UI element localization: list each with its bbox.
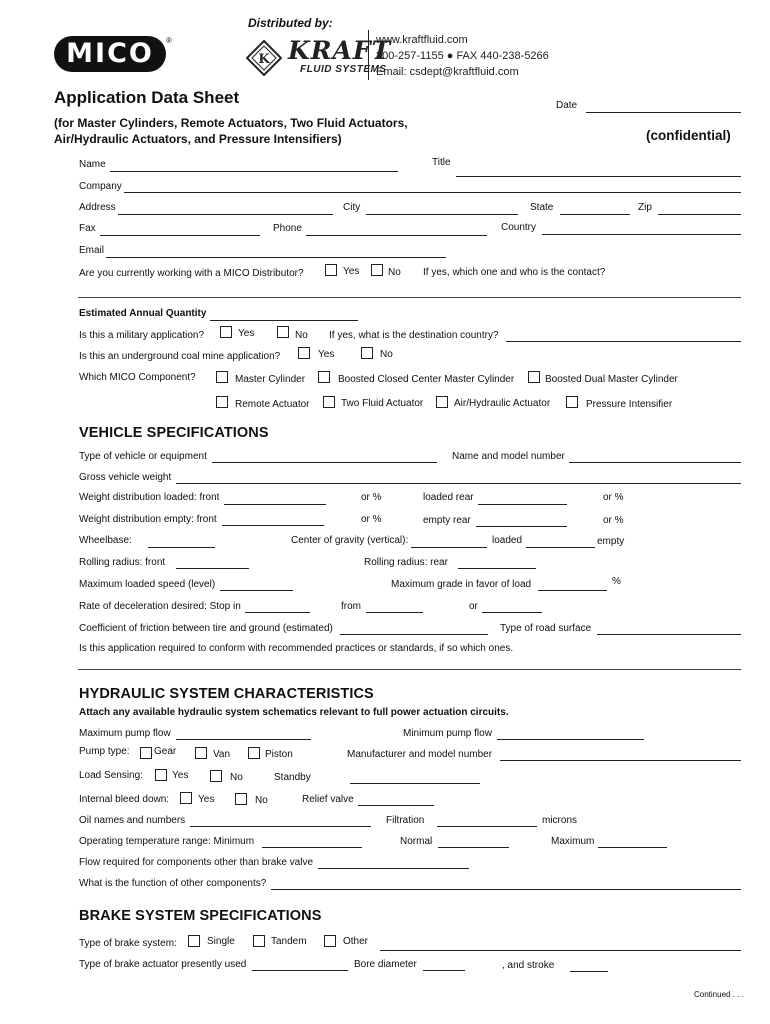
brake-tandem-checkbox[interactable] [253,935,265,947]
address-label: Address [79,202,116,213]
annual-quantity-label: Estimated Annual Quantity [79,308,207,319]
brake-actuator-field[interactable] [252,970,348,971]
title-field[interactable] [456,176,741,177]
stroke-label: , and stroke [502,960,555,971]
brake-section-heading: BRAKE SYSTEM SPECIFICATIONS [79,908,322,924]
load-sensing-no-label: No [230,772,243,783]
manufacturer-field[interactable] [500,760,741,761]
gvw-label: Gross vehicle weight [79,472,172,483]
subtitle-line-2: Air/Hydraulic Actuators, and Pressure Intensifiers) [54,132,342,146]
max-speed-label: Maximum loaded speed (level) [79,579,216,590]
load-sensing-yes-checkbox[interactable] [155,769,167,781]
road-surface-label: Type of road surface [500,623,592,634]
zip-field[interactable] [658,214,741,215]
wheelbase-label: Wheelbase: [79,535,132,546]
company-field[interactable] [124,192,741,193]
rolling-front-label: Rolling radius: front [79,557,166,568]
op-temp-label: Operating temperature range: Minimum [79,836,255,847]
mico-logo: MICO [54,36,166,72]
email-label: Email [79,245,105,256]
date-label: Date [556,100,578,111]
standby-label: Standby [274,772,311,783]
bore-diameter-label: Bore diameter [354,959,417,970]
wd-loaded-or-pct: or % [361,492,382,503]
decel-from-field[interactable] [366,612,423,613]
email-field[interactable] [106,257,446,258]
name-field[interactable] [110,171,398,172]
max-speed-field[interactable] [220,590,293,591]
kraft-logo: KRAFT [288,36,392,65]
master-cylinder-label: Master Cylinder [235,374,306,385]
cog-loaded-label: loaded [492,535,523,546]
coal-mine-question: Is this an underground coal mine application? [79,351,281,362]
stroke-field[interactable] [570,971,608,972]
address-field[interactable] [118,214,333,215]
brake-other-field[interactable] [380,950,741,951]
friction-label: Coefficient of friction between tire and ground (estimated) [79,623,333,634]
distributor-yes-label: Yes [343,266,360,277]
bleed-no-label: No [255,795,268,806]
distributor-followup-field[interactable] [78,297,741,298]
brake-other-checkbox[interactable] [324,935,336,947]
phone-label: Phone [273,223,302,234]
distributor-followup-question: If yes, which one and who is the contact? [423,267,606,278]
confidential-label: (confidential) [646,128,731,143]
rolling-front-field[interactable] [176,568,249,569]
page-title: Application Data Sheet [54,88,240,107]
brake-single-label: Single [207,936,235,947]
empty-rear-label: empty rear [423,515,471,526]
vehicle-model-field[interactable] [569,462,741,463]
cog-loaded-field[interactable] [526,547,595,548]
coal-no-label: No [380,349,393,360]
military-no-label: No [295,330,308,341]
op-temp-normal-field[interactable] [438,847,509,848]
vehicle-model-label: Name and model number [452,451,565,462]
contact-email[interactable]: Email: csdept@kraftfluid.com [376,66,519,78]
conform-field[interactable] [78,669,741,670]
company-label: Company [79,181,122,192]
continued-footer: Continued . . . [694,990,744,999]
country-field[interactable] [542,234,741,235]
destination-question: If yes, what is the destination country? [329,330,499,341]
min-pump-flow-label: Minimum pump flow [403,728,492,739]
coal-no-checkbox[interactable] [361,347,373,359]
subtitle-line-1: (for Master Cylinders, Remote Actuators, Two Fluid Actuators, [54,116,408,130]
relief-valve-label: Relief valve [302,794,354,805]
load-sensing-no-checkbox[interactable] [210,770,222,782]
conform-question: Is this application required to conform with recommended practices or standards, if so which ones. [79,643,514,654]
destination-field[interactable] [506,341,741,342]
fax-field[interactable] [100,235,260,236]
op-temp-max-label: Maximum [551,836,595,847]
military-no-checkbox[interactable] [277,326,289,338]
distributor-yes-checkbox[interactable] [325,264,337,276]
bore-diameter-field[interactable] [423,970,465,971]
header-divider [368,30,369,80]
manufacturer-label: Manufacturer and model number [347,749,493,760]
brake-single-checkbox[interactable] [188,935,200,947]
decel-label: Rate of deceleration desired: Stop in [79,601,241,612]
brake-tandem-label: Tandem [271,936,307,947]
two-fluid-actuator-checkbox[interactable] [323,396,335,408]
filtration-field[interactable] [437,826,537,827]
road-surface-field[interactable] [597,634,741,635]
decel-from-label: from [341,601,361,612]
wd-loaded-front-field[interactable] [224,504,326,505]
distributor-question: Are you currently working with a MICO Distributor? [79,268,304,279]
kraft-logo-subtitle: FLUID SYSTEMS [300,64,387,75]
function-other-label: What is the function of other components? [79,878,267,889]
brake-type-label: Type of brake system: [79,938,177,949]
standby-field[interactable] [350,783,480,784]
boosted-dual-label: Boosted Dual Master Cylinder [545,374,678,385]
distributor-no-checkbox[interactable] [371,264,383,276]
boosted-closed-center-checkbox[interactable] [318,371,330,383]
oil-names-field[interactable] [190,826,371,827]
state-field[interactable] [560,214,630,215]
vehicle-section-heading: VEHICLE SPECIFICATIONS [79,425,269,441]
cog-label: Center of gravity (vertical): [291,535,409,546]
rolling-rear-label: Rolling radius: rear [364,557,448,568]
annual-quantity-field[interactable] [210,320,358,321]
distributed-by-label: Distributed by: [248,16,333,30]
boosted-dual-checkbox[interactable] [528,371,540,383]
date-field[interactable] [586,112,741,113]
decel-or-field[interactable] [482,612,542,613]
empty-rear-field[interactable] [476,526,567,527]
hydraulic-attach-note: Attach any available hydraulic system schematics relevant to full power actuation circuits. [79,707,509,718]
pump-van-checkbox[interactable] [195,747,207,759]
relief-valve-field[interactable] [358,805,434,806]
pump-piston-checkbox[interactable] [248,747,260,759]
state-label: State [530,202,554,213]
contact-phone-fax: 800-257-1155 ● FAX 440-238-5266 [376,50,549,62]
hydraulic-section-heading: HYDRAULIC SYSTEM CHARACTERISTICS [79,686,374,702]
phone-field[interactable] [306,235,487,236]
flow-other-label: Flow required for components other than brake valve [79,857,314,868]
air-hydraulic-actuator-checkbox[interactable] [436,396,448,408]
oil-names-label: Oil names and numbers [79,815,186,826]
military-question: Is this a military application? [79,330,205,341]
pump-type-label: Pump type: [79,746,130,757]
title-label: Title [432,157,451,168]
min-pump-flow-field[interactable] [497,739,644,740]
loaded-rear-label: loaded rear [423,492,474,503]
wd-empty-or-pct: or % [361,514,382,525]
pressure-intensifier-label: Pressure Intensifier [586,399,673,410]
kraft-diamond-icon [246,40,282,76]
bleed-yes-checkbox[interactable] [180,792,192,804]
city-field[interactable] [366,214,518,215]
two-fluid-actuator-label: Two Fluid Actuator [341,398,424,409]
friction-field[interactable] [340,634,488,635]
component-question: Which MICO Component? [79,372,196,383]
max-grade-pct: % [612,576,621,587]
registered-mark: ® [166,36,172,45]
cog-empty-label: empty [597,536,625,547]
remote-actuator-checkbox[interactable] [216,396,228,408]
max-pump-flow-label: Maximum pump flow [79,728,171,739]
decel-stop-field[interactable] [245,612,310,613]
distributor-no-label: No [388,267,401,278]
boosted-closed-center-label: Boosted Closed Center Master Cylinder [338,374,515,385]
zip-label: Zip [638,202,652,213]
wd-loaded-label: Weight distribution loaded: front [79,492,220,503]
max-grade-label: Maximum grade in favor of load [391,579,532,590]
bleed-no-checkbox[interactable] [235,793,247,805]
flow-other-field[interactable] [318,868,469,869]
military-yes-checkbox[interactable] [220,326,232,338]
brake-other-label: Other [343,936,369,947]
country-label: Country [501,222,537,233]
decel-or-label: or [469,601,478,612]
rolling-rear-field[interactable] [458,568,536,569]
city-label: City [343,202,361,213]
op-temp-max-field[interactable] [598,847,667,848]
name-label: Name [79,159,106,170]
contact-website[interactable]: www.kraftfluid.com [376,34,468,46]
function-other-field[interactable] [271,889,741,890]
pump-gear-label: Gear [154,746,177,757]
brake-actuator-label: Type of brake actuator presently used [79,959,247,970]
master-cylinder-checkbox[interactable] [216,371,228,383]
pump-van-label: Van [213,749,231,760]
loaded-rear-or-pct: or % [603,492,624,503]
op-temp-min-field[interactable] [262,847,362,848]
wd-empty-front-field[interactable] [222,525,324,526]
coal-yes-checkbox[interactable] [298,347,310,359]
max-grade-field[interactable] [538,590,607,591]
microns-label: microns [542,815,578,826]
remote-actuator-label: Remote Actuator [235,399,310,410]
cog-field[interactable] [411,547,487,548]
load-sensing-label: Load Sensing: [79,770,143,781]
max-pump-flow-field[interactable] [176,739,311,740]
load-sensing-yes-label: Yes [172,770,189,781]
kraft-diamond-letter: K [258,52,270,67]
internal-bleed-label: Internal bleed down: [79,794,170,805]
pressure-intensifier-checkbox[interactable] [566,396,578,408]
vehicle-type-field[interactable] [212,462,437,463]
wd-empty-label: Weight distribution empty: front [79,514,217,525]
loaded-rear-field[interactable] [478,504,567,505]
gvw-field[interactable] [176,483,741,484]
wheelbase-field[interactable] [148,547,215,548]
empty-rear-or-pct: or % [603,515,624,526]
fax-label: Fax [79,223,96,234]
filtration-label: Filtration [386,815,425,826]
op-temp-normal-label: Normal [400,836,433,847]
bleed-yes-label: Yes [198,794,215,805]
coal-yes-label: Yes [318,349,335,360]
pump-gear-checkbox[interactable] [140,747,152,759]
pump-piston-label: Piston [265,749,293,760]
vehicle-type-label: Type of vehicle or equipment [79,451,207,462]
military-yes-label: Yes [238,328,255,339]
air-hydraulic-actuator-label: Air/Hydraulic Actuator [454,398,551,409]
